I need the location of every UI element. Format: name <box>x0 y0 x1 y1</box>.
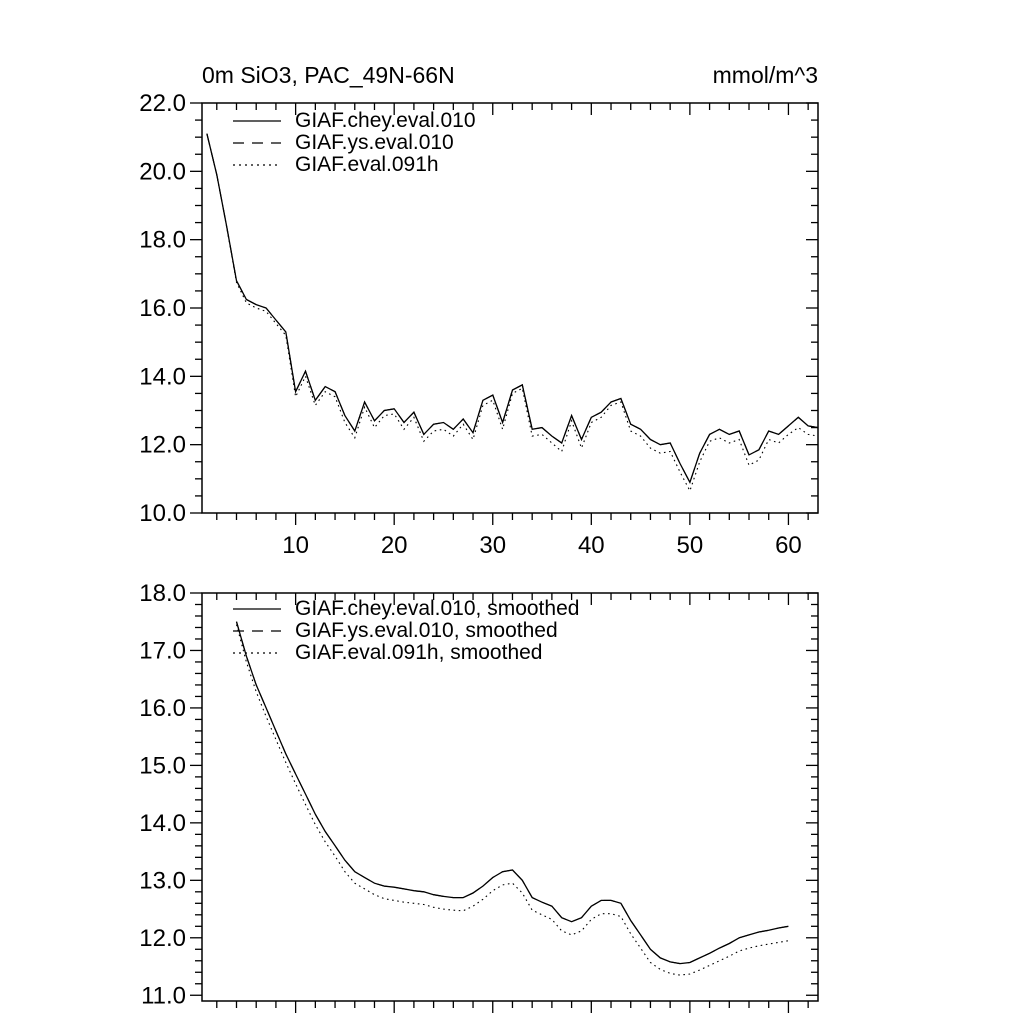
x-tick-label: 40 <box>577 532 605 559</box>
y-tick-label: 20.0 <box>139 158 186 186</box>
bottom-panel-legend <box>232 598 579 664</box>
series-line-solid <box>207 131 818 483</box>
x-tick-label: 20 <box>380 532 408 559</box>
top-panel-legend <box>232 110 476 176</box>
legend-item <box>232 642 579 664</box>
series-line-dotted <box>237 625 789 976</box>
y-tick-label: 15.0 <box>139 752 186 780</box>
y-tick-label: 16.0 <box>139 694 186 722</box>
dotted-line-sample-icon <box>232 154 282 176</box>
top-panel-units-label: mmol/m^3 <box>712 62 818 88</box>
y-tick-label: 11.0 <box>141 982 186 1010</box>
x-tick-label: 10 <box>282 532 309 559</box>
legend-item <box>232 620 579 642</box>
series-line-solid <box>237 619 789 964</box>
solid-line-sample-icon <box>232 598 282 620</box>
y-tick-label: 10.0 <box>139 500 186 527</box>
series-line-dashed <box>207 131 818 483</box>
legend-label: GIAF.ys.eval.010 <box>295 131 454 154</box>
y-tick-label: 22.0 <box>139 90 186 117</box>
y-tick-label: 12.0 <box>139 924 186 952</box>
x-tick-label: 50 <box>676 532 704 559</box>
legend-item <box>232 132 476 154</box>
series-line-dashed <box>237 619 789 964</box>
solid-line-sample-icon <box>232 110 282 132</box>
legend-label: GIAF.eval.091h, smoothed <box>295 641 543 664</box>
y-tick-label: 17.0 <box>139 637 186 665</box>
x-tick-label: 60 <box>775 532 802 559</box>
dashed-line-sample-icon <box>232 132 282 154</box>
y-tick-label: 16.0 <box>139 295 186 322</box>
y-tick-label: 14.0 <box>139 809 186 837</box>
y-tick-label: 18.0 <box>139 226 186 254</box>
y-tick-label: 13.0 <box>139 867 186 895</box>
legend-label: GIAF.chey.eval.010, smoothed <box>295 597 580 620</box>
series-line-dotted <box>207 131 818 491</box>
y-tick-label: 12.0 <box>139 431 186 459</box>
legend-label: GIAF.ys.eval.010, smoothed <box>295 619 558 642</box>
legend-item <box>232 110 476 132</box>
legend-label: GIAF.chey.eval.010 <box>295 109 476 132</box>
dotted-line-sample-icon <box>232 642 282 664</box>
legend-label: GIAF.eval.091h <box>295 153 439 176</box>
top-panel-title: 0m SiO3, PAC_49N-66N <box>202 62 455 88</box>
x-tick-label: 30 <box>479 532 507 559</box>
legend-item <box>232 154 476 176</box>
y-tick-label: 18.0 <box>139 580 186 607</box>
dashed-line-sample-icon <box>232 620 282 642</box>
legend-item <box>232 598 579 620</box>
y-tick-label: 14.0 <box>139 363 186 391</box>
